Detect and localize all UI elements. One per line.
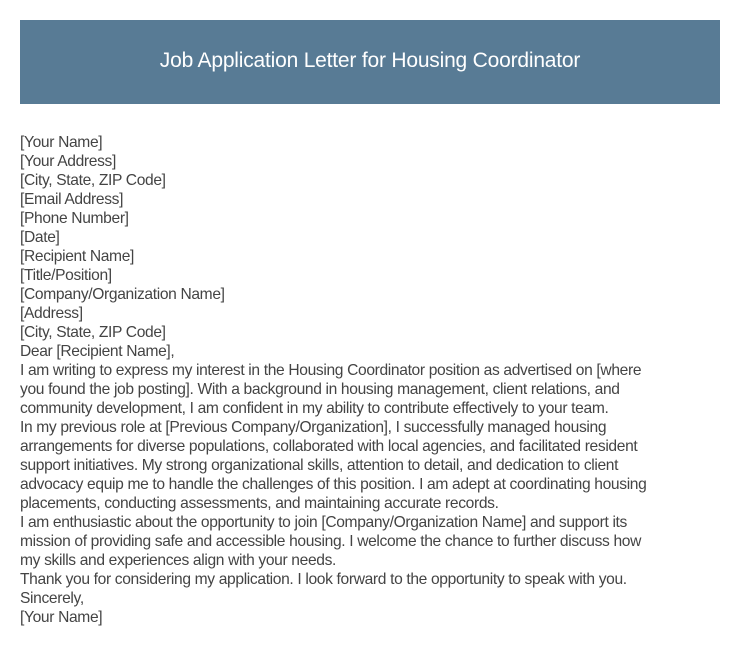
paragraph-thanks	[20, 570, 720, 589]
paragraph-line: I am writing to express my interest in the Housing Coordinator position as advertised on [where	[20, 362, 642, 379]
paragraph-line: mission of providing safe and accessible housing. I welcome the chance to further discuss how	[20, 533, 642, 550]
recipient-city-state-zip: [City, State, ZIP Code]	[20, 324, 166, 341]
sender-email: [Email Address]	[20, 191, 124, 208]
paragraph-intro	[20, 361, 720, 418]
closing: Sincerely,	[20, 590, 84, 607]
paragraph-line: arrangements for diverse populations, collaborated with local agencies, and facilitated resident	[20, 438, 638, 455]
page-header	[20, 20, 720, 104]
sender-name: [Your Name]	[20, 134, 103, 151]
recipient-title: [Title/Position]	[20, 267, 112, 284]
recipient-address: [Address]	[20, 305, 83, 322]
paragraph-line: you found the job posting]. With a background in housing management, client relations, and	[20, 381, 620, 398]
paragraph-enthusiasm	[20, 513, 720, 570]
paragraph-line: community development, I am confident in my ability to contribute effectively to your team.	[20, 400, 609, 417]
page-title: Job Application Letter for Housing Coordinator	[159, 49, 581, 72]
letter-date: [Date]	[20, 229, 60, 246]
sender-block	[20, 133, 720, 228]
paragraph-line: Thank you for considering my application. I look forward to the opportunity to speak with you.	[20, 571, 627, 588]
recipient-block	[20, 247, 720, 342]
paragraph-line: advocacy equip me to handle the challenges of this position. I am adept at coordinating housing	[20, 476, 647, 493]
paragraph-line: I am enthusiastic about the opportunity to join [Company/Organization Name] and support its	[20, 514, 627, 531]
sender-address: [Your Address]	[20, 153, 116, 170]
salutation: Dear [Recipient Name],	[20, 343, 175, 360]
signature: [Your Name]	[20, 609, 103, 626]
sender-city-state-zip: [City, State, ZIP Code]	[20, 172, 166, 189]
paragraph-line: In my previous role at [Previous Company/Organization], I successfully managed housing	[20, 419, 607, 436]
letter-body	[20, 133, 720, 627]
paragraph-line: support initiatives. My strong organizational skills, attention to detail, and dedication to client	[20, 457, 619, 474]
paragraph-line: placements, conducting assessments, and maintaining accurate records.	[20, 495, 499, 512]
recipient-company: [Company/Organization Name]	[20, 286, 225, 303]
recipient-name: [Recipient Name]	[20, 248, 135, 265]
sender-phone: [Phone Number]	[20, 210, 129, 227]
paragraph-experience	[20, 418, 720, 513]
paragraph-line: my skills and experiences align with your needs.	[20, 552, 337, 569]
